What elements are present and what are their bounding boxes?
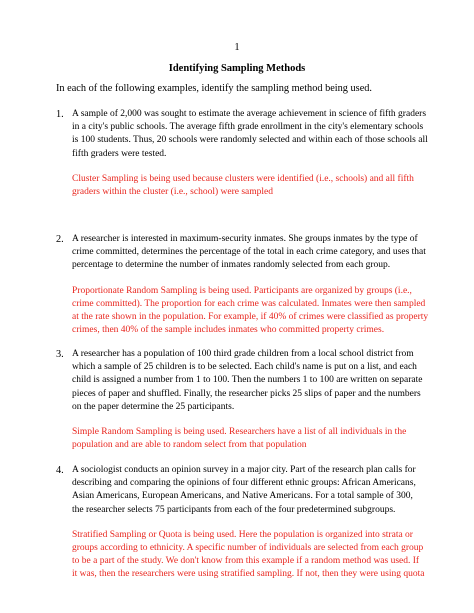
text-line: to be a part of the study. We don't know from this example if a random method was used. If xyxy=(72,556,420,567)
text-line: Proportionate Random Sampling is being used. Participants are organized by groups (i.e., xyxy=(72,285,412,296)
text-line: crime committed, determines the percentage of the total in each crime category, and uses that xyxy=(72,247,426,258)
text-line: graders within the cluster (i.e., school) were sampled xyxy=(72,186,274,197)
text-line: is 100 students. Thus, 20 schools were randomly selected and within each of those schools all xyxy=(72,135,428,146)
text-line: fifth graders were tested. xyxy=(72,148,167,159)
question-text xyxy=(72,108,428,161)
text-line: population and are able to random select from that population xyxy=(72,440,307,451)
text-line: A sample of 2,000 was sought to estimate the average achievement in science of fifth graders xyxy=(72,109,427,119)
answer-text xyxy=(72,173,418,199)
text-line: Cluster Sampling is being used because clusters were identified (i.e., schools) and all fifth xyxy=(72,173,414,184)
text-line: in a city's public schools. The average fifth grade enrollment in the city's elementary schools xyxy=(72,122,424,133)
text-line: the researcher selects 75 participants from each of the four predetermined subgroups. xyxy=(72,504,396,515)
page-number: 1 xyxy=(234,42,240,53)
text-line: pieces of paper and shuffled. Finally, the researcher picks 25 slips of paper and the numbers xyxy=(72,388,421,399)
text-line: it was, then the researchers were using stratified sampling. If not, then they were using quota xyxy=(72,569,425,580)
question-body xyxy=(72,464,425,582)
text-line: crimes, then 40% of the sample includes inmates who committed property crimes. xyxy=(72,325,385,336)
text-line: Simple Random Sampling is being used. Researchers have a list of all individuals in the xyxy=(72,426,407,437)
text-line: A sociologist conducts an opinion survey in a major city. Part of the research plan calls for xyxy=(72,465,416,475)
text-line: percentage to determine the number of inmates randomly selected from each group. xyxy=(72,260,391,271)
text-line: at the rate shown in the population. For example, if 40% of crimes were classified as property xyxy=(72,311,429,322)
instructions-text: In each of the following examples, identify the sampling method being used. xyxy=(56,83,372,94)
question-body xyxy=(72,108,428,199)
text-line: A researcher has a population of 100 third grade children from a local school district from xyxy=(72,349,414,359)
text-line: describing and comparing the opinions of four different ethnic groups: African Americans, xyxy=(72,478,416,489)
text-line: which a sample of 25 children is to be selected. Each child's name is put on a list, and each xyxy=(72,362,417,373)
question-number: 3. xyxy=(56,349,64,360)
question-number: 2. xyxy=(56,234,64,245)
text-line: Asian Americans, European Americans, and Native Americans. For a total sample of 300, xyxy=(72,491,413,502)
answer-text xyxy=(72,426,418,452)
question-number: 4. xyxy=(56,465,64,476)
answer-text xyxy=(72,285,429,338)
question-body xyxy=(72,233,429,337)
text-line: Stratified Sampling or Quota is being used. Here the population is organized into strata or xyxy=(72,529,413,540)
question-text xyxy=(72,348,423,414)
text-line: child is assigned a number from 1 to 100. Then the numbers 1 to 100 are written on separate xyxy=(72,375,423,386)
question-text xyxy=(72,464,418,517)
text-line: on the paper determine the 25 participants. xyxy=(72,401,235,412)
answer-text xyxy=(72,529,425,582)
question-number: 1. xyxy=(56,109,64,120)
text-line: A researcher is interested in maximum-security inmates. She groups inmates by the type of xyxy=(72,234,418,244)
text-line: groups according to ethnicity. A specific number of individuals are selected from each group xyxy=(72,542,424,553)
question-body xyxy=(72,348,423,452)
text-line: crime committed). The proportion for each crime was calculated. Inmates were then sampled xyxy=(72,298,426,309)
document-title: Identifying Sampling Methods xyxy=(168,63,306,74)
question-text xyxy=(72,233,426,273)
